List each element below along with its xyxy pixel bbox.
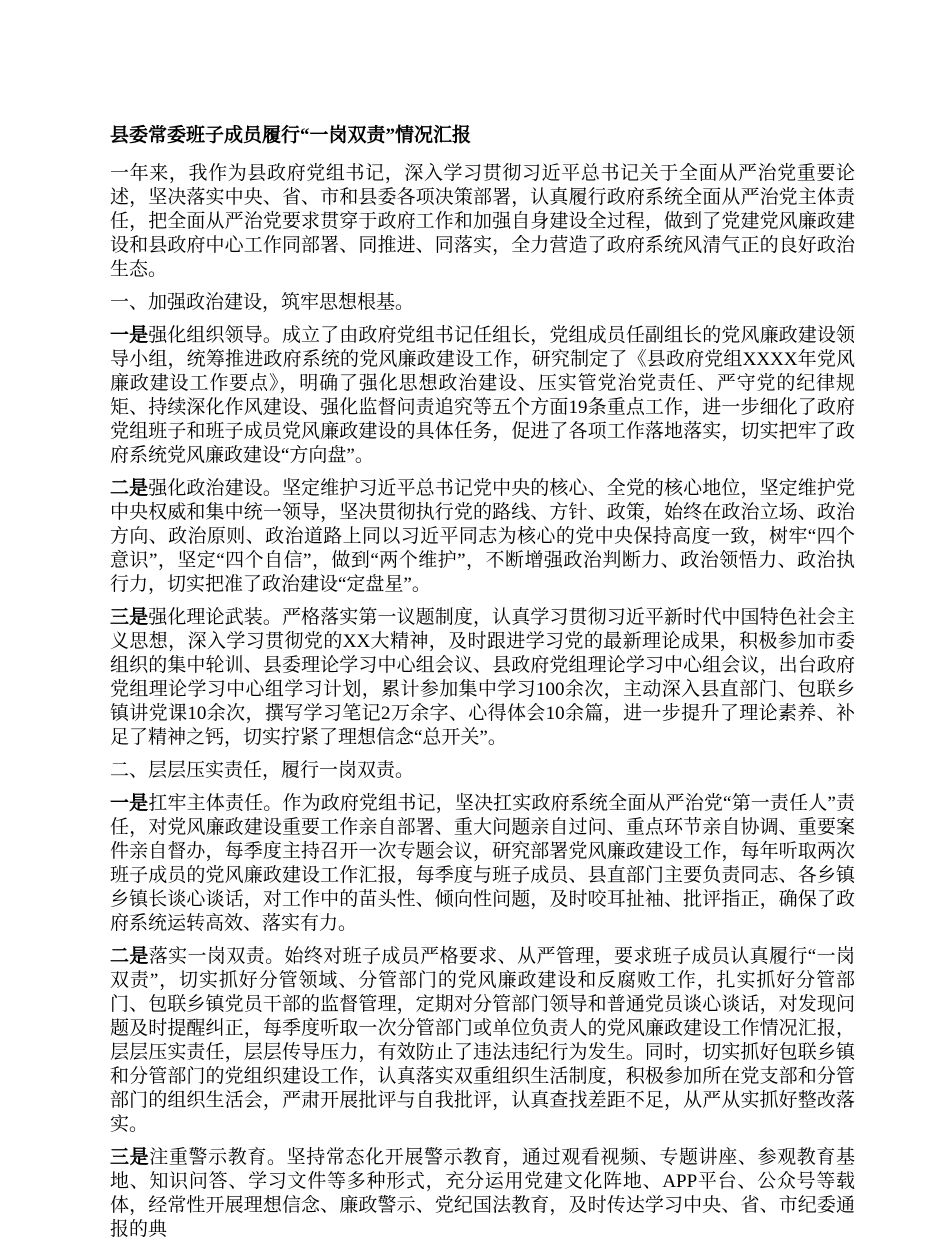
paragraph	[110, 324, 855, 468]
paragraph-text: 一、加强政治建设，筑牢思想根基。	[110, 292, 415, 313]
paragraph-text: 强化理论武装。严格落实第一议题制度，认真学习贯彻习近平新时代中国特色社会主义思想，深入学习贯彻党的XX大精神，及时跟进学习党的最新理论成果，积极参加市委组织的集中轮训、县委理论学习中心组会议、县政府党组理论学习中心组会议，出台政府党组理论学习中心组学习计划，累计参加集中学习100余次，主动深入县直部门、包联乡镇讲党课10余次，撰写学习笔记2万余字、心得体会10余篇，进一步提升了理论素养、补足了精神之钙，切实拧紧了理想信念“总开关”。	[110, 607, 855, 748]
paragraph-text: 一年来，我作为县政府党组书记，深入学习贯彻习近平总书记关于全面从严治党重要论述，坚决落实中央、省、市和县委各项决策部署，认真履行政府系统全面从严治党主体责任，把全面从严治党要求贯穿于政府工作和加强自身建设全过程，做到了党建党风廉政建设和县政府中心工作同部署、同推进、同落实，全力营造了政府系统风清气正的良好政治生态。	[110, 163, 855, 280]
paragraph-text: 二、层层压实责任，履行一岗双责。	[110, 760, 415, 781]
paragraph	[110, 792, 855, 936]
paragraph	[110, 1146, 855, 1242]
paragraph-lead: 三是	[110, 607, 149, 628]
paragraph-text: 强化组织领导。成立了由政府党组书记任组长，党组成员任副组长的党风廉政建设领导小组，统筹推进政府系统的党风廉政建设工作，研究制定了《县政府党组XXXX年党风廉政建设工作要点》，明确了强化思想政治建设、压实管党治党责任、严守党的纪律规矩、持续深化作风建设、强化监督问责追究等五个方面19条重点工作，进一步细化了政府党组班子和班子成员党风廉政建设的具体任务，促进了各项工作落地落实，切实把牢了政府系统党风廉政建设“方向盘”。	[110, 325, 855, 466]
paragraph-text: 扛牢主体责任。作为政府党组书记，坚决扛实政府系统全面从严治党“第一责任人”责任，对党风廉政建设重要工作亲自部署、重大问题亲自过问、重点环节亲自协调、重要案件亲自督办，每季度主持召开一次专题会议，研究部署党风廉政建设工作，每年听取两次班子成员的党风廉政建设工作汇报，每季度与班子成员、县直部门主要负责同志、各乡镇乡镇长谈心谈话，对工作中的苗头性、倾向性问题，及时咬耳扯袖、批评指正，确保了政府系统运转高效、落实有力。	[110, 793, 855, 934]
paragraph-lead: 三是	[110, 1147, 150, 1168]
document-title: 县委常委班子成员履行“一岗双责”情况汇报	[110, 125, 472, 146]
document-body	[110, 162, 855, 1242]
paragraph-lead: 一是	[110, 325, 149, 346]
paragraph-lead: 一是	[110, 793, 149, 814]
section-heading	[110, 759, 855, 783]
paragraph-lead: 二是	[110, 478, 149, 499]
paragraph	[110, 477, 855, 597]
paragraph-text: 强化政治建设。坚定维护习近平总书记党中央的核心、全党的核心地位，坚定维护党中央权威和集中统一领导，坚决贯彻执行党的路线、方针、政策，始终在政治立场、政治方向、政治原则、政治道路上同以习近平同志为核心的党中央保持高度一致，树牢“四个意识”，坚定“四个自信”，做到“两个维护”，不断增强政治判断力、政治领悟力、政治执行力，切实把准了政治建设“定盘星”。	[110, 478, 855, 595]
paragraph	[110, 162, 855, 282]
paragraph	[110, 945, 855, 1137]
paragraph-text: 注重警示教育。坚持常态化开展警示教育，通过观看视频、专题讲座、参观教育基地、知识问答、学习文件等多种形式，充分运用党建文化阵地、APP平台、公众号等载体，经常性开展理想信念、廉政警示、党纪国法教育，及时传达学习中央、省、市纪委通报的典	[110, 1147, 855, 1240]
section-heading	[110, 291, 855, 315]
paragraph-text: 落实一岗双责。始终对班子成员严格要求、从严管理，要求班子成员认真履行“一岗双责”，切实抓好分管领域、分管部门的党风廉政建设和反腐败工作，扎实抓好分管部门、包联乡镇党员干部的监督管理，定期对分管部门领导和普通党员谈心谈话，对发现问题及时提醒纠正，每季度听取一次分管部门或单位负责人的党风廉政建设工作情况汇报，层层压实责任，层层传导压力，有效防止了违法违纪行为发生。同时，切实抓好包联乡镇和分管部门的党组织建设工作，认真落实双重组织生活制度，积极参加所在党支部和分管部门的组织生活会，严肃开展批评与自我批评，认真查找差距不足，从严从实抓好整改落实。	[110, 946, 855, 1135]
paragraph-lead: 二是	[110, 946, 149, 967]
paragraph	[110, 606, 855, 750]
